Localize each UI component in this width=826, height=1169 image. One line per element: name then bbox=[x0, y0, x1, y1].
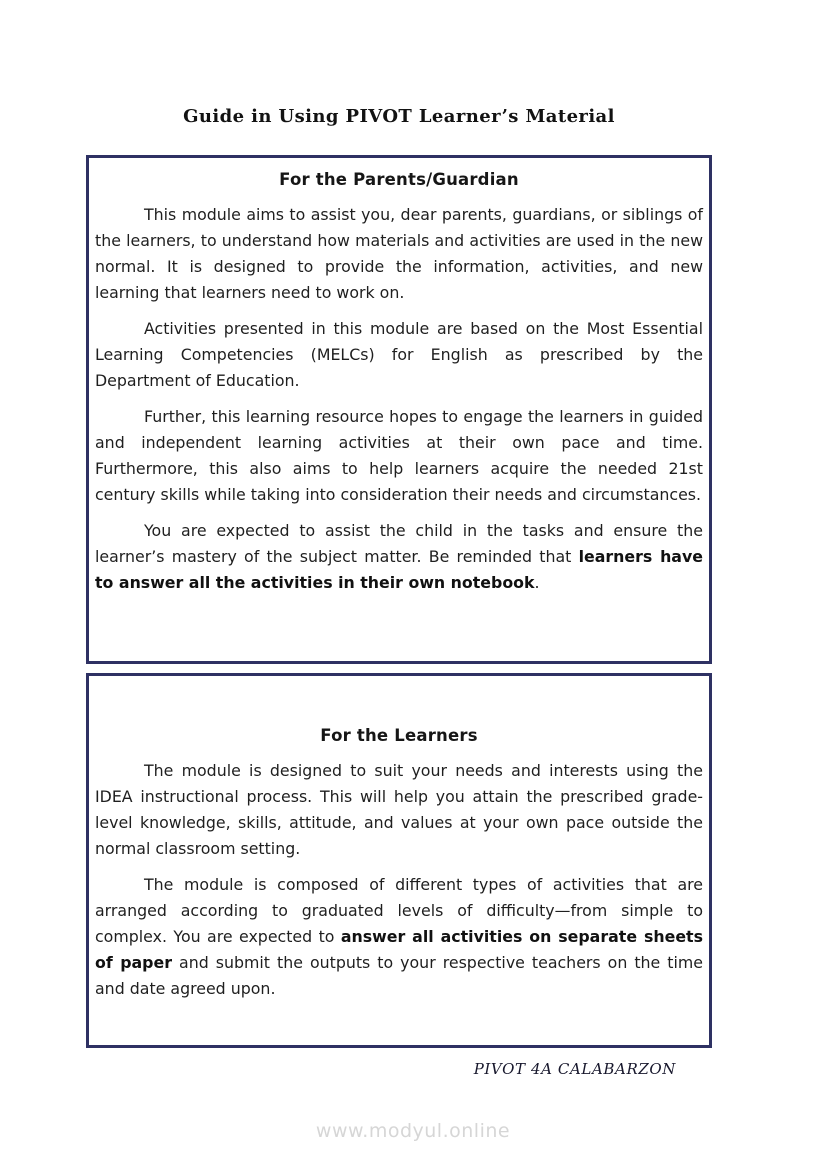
paragraph: Activities presented in this module are based on the Most Essential Learning Competencies (MELCs) for English as prescribed by the Department of Education. bbox=[95, 319, 703, 390]
paragraph-bold-text: answer all activities on separate sheets of paper bbox=[95, 927, 703, 972]
paragraph-text: and submit the outputs to your respective teachers on the time and date agreed upon. bbox=[95, 953, 703, 998]
footer-edition-label: PIVOT 4A CALABARZON bbox=[473, 1060, 676, 1078]
paragraph bbox=[95, 872, 703, 1002]
paragraph-text: You are expected to assist the child in the tasks and ensure the learner’s mastery of the subject matter. Be reminded that bbox=[95, 521, 703, 566]
learners-section bbox=[86, 673, 712, 1048]
parents-guardian-section bbox=[86, 155, 712, 664]
paragraph-text: . bbox=[534, 573, 540, 592]
learners-heading: For the Learners bbox=[320, 726, 478, 745]
parents-guardian-heading: For the Parents/Guardian bbox=[279, 170, 519, 189]
paragraph bbox=[95, 518, 703, 596]
paragraph-text: The module is composed of different types of activities that are arranged according to graduated levels of difficulty—from simple to complex. You are expected to bbox=[95, 875, 703, 946]
page-title: Guide in Using PIVOT Learner’s Material bbox=[183, 106, 615, 127]
paragraph-bold-text: learners have to answer all the activities in their own notebook bbox=[95, 547, 703, 592]
paragraph: This module aims to assist you, dear parents, guardians, or siblings of the learners, to understand how materials and activities are used in the new normal. It is designed to provide the information, activities, and new learning that learners need to work on. bbox=[95, 205, 703, 302]
parents-guardian-content bbox=[89, 158, 709, 602]
paragraph: The module is designed to suit your needs and interests using the IDEA instructional process. This will help you attain the prescribed grade-level knowledge, skills, attitude, and values at your own pace outside the normal classroom setting. bbox=[95, 761, 703, 858]
learners-content bbox=[89, 676, 709, 1008]
watermark-url: www.modyul.online bbox=[315, 1120, 511, 1142]
paragraph: Further, this learning resource hopes to engage the learners in guided and independent learning activities at their own pace and time. Furthermore, this also aims to help learners acquire the needed 21st century skills while taking into consideration their needs and circumstances. bbox=[95, 407, 703, 504]
